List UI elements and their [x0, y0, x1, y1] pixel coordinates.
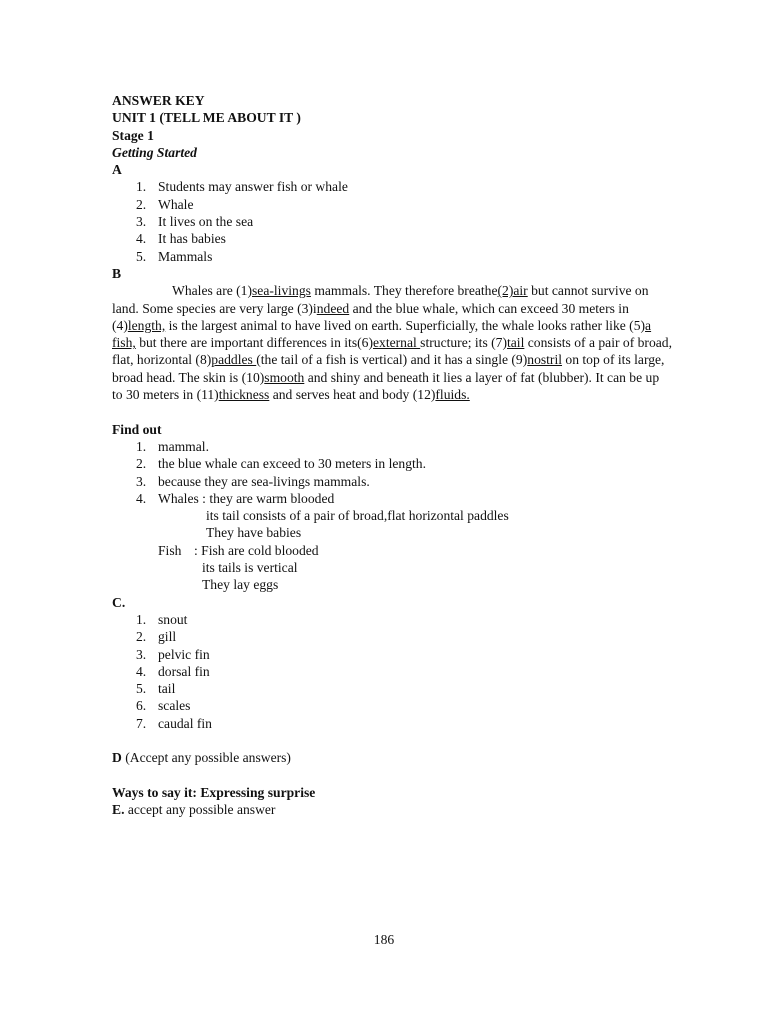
section-a-label: A: [112, 162, 122, 178]
whale-line: They have babies: [206, 525, 302, 541]
fish-line: its tails is vertical: [202, 560, 298, 576]
section-e: [112, 801, 672, 818]
answer-word: a fish,: [112, 317, 652, 351]
paragraph-text: but there are important differences in its(6): [135, 335, 373, 351]
list-item: 1. mammal.: [136, 438, 209, 454]
answer-word: length,: [127, 317, 166, 333]
paragraph-text: consists of a pair of broad, flat, horizontal (8): [112, 335, 672, 368]
section-c-label: C.: [112, 594, 126, 610]
fish-line: They lay eggs: [202, 577, 279, 593]
fish-row: [112, 542, 672, 559]
answer-key-page: [112, 92, 672, 818]
fish-first-line: : Fish are cold blooded: [194, 542, 319, 558]
page-number: 186: [373, 932, 395, 947]
list-item: 2. gill: [136, 629, 177, 645]
section-c-list: [112, 611, 672, 732]
paragraph-text: mammals. They therefore breathe: [310, 283, 498, 299]
list-item: 3. It lives on the sea: [136, 214, 254, 230]
answer-word: paddles: [211, 352, 257, 368]
section-e-text: accept any possible answer: [124, 802, 276, 818]
paragraph-text: and the blue whale, which can exceed 30 meters in (4): [112, 300, 629, 333]
list-item: 7. caudal fin: [136, 715, 212, 731]
list-item: 2. Whale: [136, 196, 194, 212]
whale-line: its tail consists of a pair of broad,flat horizontal paddles: [206, 508, 509, 524]
paragraph-text: and shiny and beneath it lies a layer of fat (blubber). It can be up to 30 meters in (11): [112, 369, 660, 403]
find-out-list: [112, 438, 672, 507]
list-item: 4. Whales : they are warm blooded: [136, 490, 335, 506]
section-b-label: B: [112, 265, 122, 281]
list-item: 3. pelvic fin: [136, 646, 210, 662]
getting-started-heading: Getting Started: [112, 144, 197, 160]
answer-word: fluids.: [435, 387, 470, 403]
section-d: [112, 749, 672, 766]
answer-word: ndeed: [316, 300, 350, 316]
paragraph-text: on top of its large, broad head. The skin is (10): [112, 352, 665, 385]
list-item: 4. It has babies: [136, 231, 226, 247]
answer-key-heading: ANSWER KEY: [112, 93, 205, 108]
fish-label: Fish: [158, 542, 182, 558]
answer-word: nostril: [527, 352, 563, 368]
paragraph-text: but cannot survive on land. Some species are very large (3)i: [112, 283, 649, 316]
section-d-label: D: [112, 750, 122, 766]
list-item: 5. tail: [136, 681, 176, 697]
answer-word: sea-livings: [252, 283, 311, 299]
unit-heading: UNIT 1 (TELL ME ABOUT IT ): [112, 110, 301, 126]
find-out-heading: Find out: [112, 421, 162, 437]
paragraph-text: (the tail of a fish is vertical) and it has a single (9): [256, 352, 528, 368]
section-a-list: [112, 178, 672, 264]
stage-heading: Stage 1: [112, 127, 154, 143]
answer-word: external: [372, 335, 421, 351]
ways-heading: Ways to say it: Expressing surprise: [112, 784, 316, 800]
paragraph-text: and serves heat and body (12): [269, 387, 436, 403]
list-item: 3. because they are sea-livings mammals.: [136, 473, 370, 489]
list-item: 4. dorsal fin: [136, 663, 210, 679]
list-item: 2. the blue whale can exceed to 30 meters in length.: [136, 456, 426, 472]
answer-word: (2)air: [497, 283, 528, 299]
section-b-paragraph: [112, 282, 672, 403]
section-e-label: E.: [112, 802, 125, 818]
list-item: 6. scales: [136, 698, 191, 714]
list-item: 1. Students may answer fish or whale: [136, 179, 348, 195]
answer-word: tail: [507, 335, 525, 351]
paragraph-text: structure; its (7): [420, 335, 507, 351]
list-item: 1. snout: [136, 611, 188, 627]
section-d-text: (Accept any possible answers): [121, 750, 291, 766]
paragraph-text: is the largest animal to have lived on earth. Superficially, the whale looks rather like (5): [165, 317, 646, 333]
answer-word: thickness: [218, 387, 270, 403]
paragraph-text: Whales are (1): [172, 283, 253, 299]
list-item: 5. Mammals: [136, 248, 213, 264]
answer-word: smooth: [264, 369, 305, 385]
